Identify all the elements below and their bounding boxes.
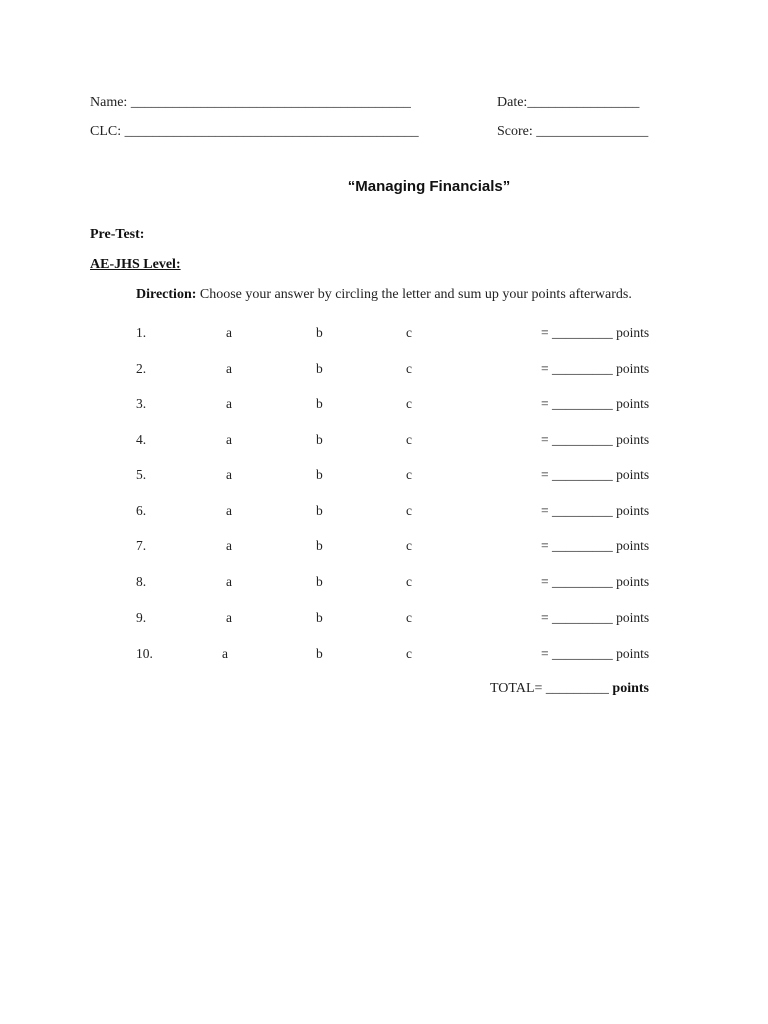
choice-c[interactable]: c [406,325,412,340]
choice-b[interactable]: b [316,610,323,625]
choice-a[interactable]: a [226,432,232,447]
choice-b[interactable]: b [316,574,323,589]
total-line [490,681,649,697]
row-number: 9. [136,610,147,625]
choice-a[interactable]: a [226,503,232,518]
choice-b[interactable]: b [316,467,323,482]
choice-a[interactable]: a [226,538,232,553]
score-field[interactable]: Score: ________________ [497,124,649,139]
total-blank[interactable]: TOTAL= _________ [490,681,613,696]
choice-a[interactable]: a [226,574,232,589]
choice-b[interactable]: b [316,503,323,518]
direction-line [136,287,632,303]
name-field[interactable]: Name: ________________________________________ [90,95,411,110]
choice-c[interactable]: c [406,538,412,553]
row-number: 4. [136,432,147,447]
choice-c[interactable]: c [406,503,412,518]
row-number: 2. [136,361,147,376]
choice-a[interactable]: a [226,396,232,411]
choice-a[interactable]: a [226,467,232,482]
row-number: 5. [136,467,147,482]
direction-text: Choose your answer by circling the letter and sum up your points afterwards. [196,287,632,302]
choice-a[interactable]: a [226,361,232,376]
choice-c[interactable]: c [406,610,412,625]
points-blank[interactable]: = _________ points [541,396,650,411]
pretest-label: Pre-Test: [90,227,145,242]
row-number: 10. [136,646,153,661]
total-unit: points [612,681,649,696]
row-number: 6. [136,503,147,518]
choice-c[interactable]: c [406,574,412,589]
row-number: 7. [136,538,147,553]
choice-b[interactable]: b [316,646,323,661]
choice-c[interactable]: c [406,396,412,411]
points-blank[interactable]: = _________ points [541,538,650,553]
choice-b[interactable]: b [316,538,323,553]
points-blank[interactable]: = _________ points [541,432,650,447]
choice-b[interactable]: b [316,361,323,376]
points-blank[interactable]: = _________ points [541,361,650,376]
choice-b[interactable]: b [316,432,323,447]
choice-a[interactable]: a [226,325,232,340]
points-blank[interactable]: = _________ points [541,574,650,589]
points-blank[interactable]: = _________ points [541,646,650,661]
points-blank[interactable]: = _________ points [541,503,650,518]
page-title: “Managing Financials” [347,178,511,195]
choice-c[interactable]: c [406,432,412,447]
clc-field[interactable]: CLC: __________________________________________ [90,124,419,139]
row-number: 3. [136,396,147,411]
points-blank[interactable]: = _________ points [541,467,650,482]
choice-c[interactable]: c [406,646,412,661]
points-blank[interactable]: = _________ points [541,325,650,340]
choice-b[interactable]: b [316,325,323,340]
row-number: 1. [136,325,147,340]
choice-a[interactable]: a [226,610,232,625]
choice-a[interactable]: a [222,646,228,661]
points-blank[interactable]: = _________ points [541,610,650,625]
level-label: AE-JHS Level: [90,257,181,272]
direction-label: Direction: [136,287,197,302]
row-number: 8. [136,574,147,589]
choice-b[interactable]: b [316,396,323,411]
choice-c[interactable]: c [406,467,412,482]
choice-c[interactable]: c [406,361,412,376]
date-field[interactable]: Date:________________ [497,95,640,110]
